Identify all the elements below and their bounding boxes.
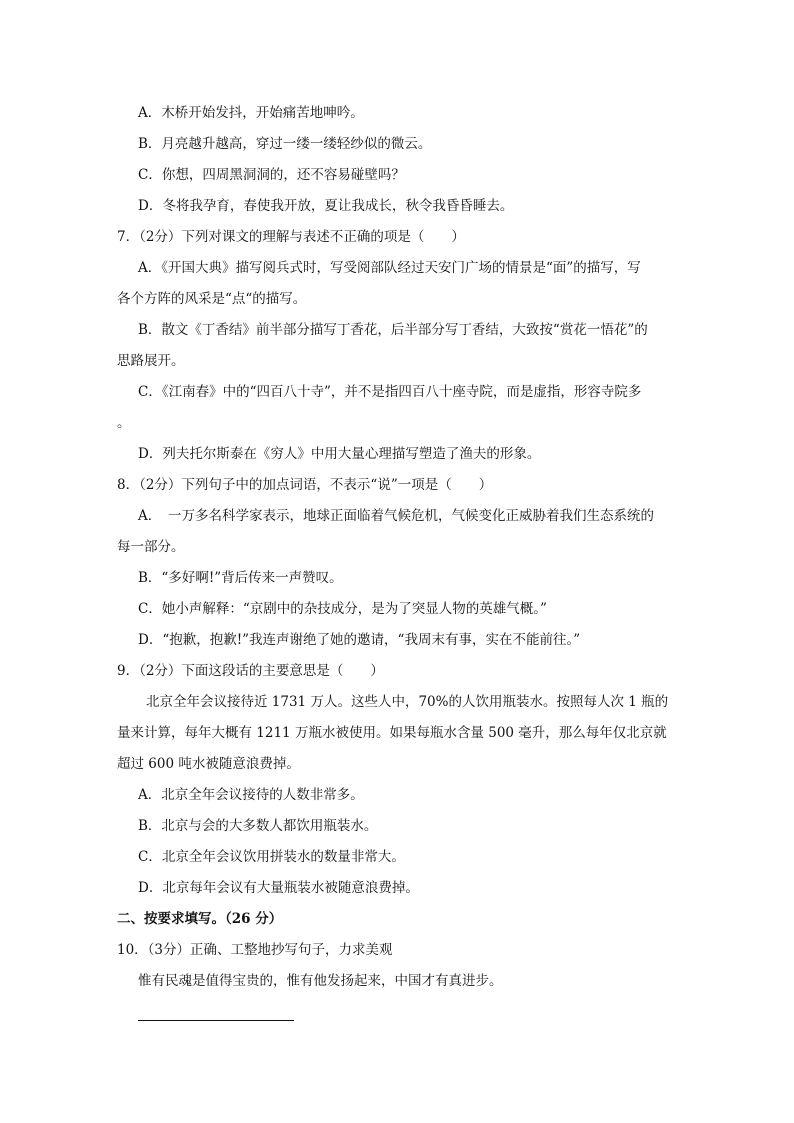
q9-passage-line2: 量来计算，每年大概有 1211 万瓶水被使用。如果每瓶水含量 500 毫升，那么每年仅北京就 — [117, 725, 667, 741]
q8-option-b: B．“多好啊!”背后传来一声赞叹。 — [138, 570, 343, 586]
q6-option-a: A．木桥开始发抖，开始痛苦地呻吟。 — [138, 105, 364, 121]
q9-passage-line3: 超过 600 吨水被随意浪费掉。 — [117, 756, 300, 772]
q8-option-a-line2: 每一部分。 — [117, 539, 185, 555]
q7-option-a-line1: A．《开国大典》描写阅兵式时，写受阅部队经过天安门广场的情景是“面”的描写，写 — [138, 260, 641, 276]
q7-option-b-line1: B．散文《丁香结》前半部分描写丁香花，后半部分写丁香结，大致按“赏花一悟花”的 — [138, 322, 648, 338]
q7-option-c-line1: C．《江南春》中的“四百八十寺”，并不是指四百八十座寺院，而是虚指，形容寺院多 — [138, 384, 642, 400]
q8-stem: 8．（2分）下列句子中的加点词语，不表示“说”一项是（ ） — [117, 477, 493, 493]
q10-sentence: 惟有民魂是值得宝贵的，惟有他发扬起来，中国才有真进步。 — [138, 973, 503, 989]
q9-option-a: A．北京全年会议接待的人数非常多。 — [138, 787, 364, 803]
q7-stem: 7．（2分）下列对课文的理解与表述不正确的项是（ ） — [117, 229, 465, 245]
q9-option-c: C．北京全年会议饮用拼装水的数量非常大。 — [138, 849, 405, 865]
q7-option-b-line2: 思路展开。 — [117, 353, 185, 369]
q6-option-d: D．冬将我孕育，春使我开放，夏让我成长，秋令我昏昏睡去。 — [138, 198, 514, 214]
section-heading: 二、按要求填写。（26 分） — [117, 911, 283, 927]
q9-option-b: B．北京与会的大多数人都饮用瓶装水。 — [138, 818, 378, 834]
q7-option-c-line2: 。 — [117, 415, 131, 431]
q10-stem: 10．（3分）正确、工整地抄写句子，力求美观 — [117, 942, 393, 958]
q9-passage-line1: 北京全年会议接待近 1731 万人。这些人中，70%的人饮用瓶装水。按照每人次 1 瓶的 — [146, 694, 669, 710]
q8-option-d: D．“抱歉，抱歉!”我连声谢绝了她的邀请，“我周末有事，实在不能前往。” — [138, 632, 581, 648]
q8-option-c: C．她小声解释：“京剧中的杂技成分，是为了突显人物的英雄气概。” — [138, 601, 547, 617]
q8-option-a-line1: A． 一万多名科学家表示，地球正面临着气候危机，气候变化正威胁着我们生态系统的 — [138, 508, 654, 524]
answer-blank-line[interactable] — [138, 1020, 294, 1021]
q9-option-d: D．北京每年会议有大量瓶装水被随意浪费掉。 — [138, 880, 419, 896]
q7-option-d: D．列夫托尔斯泰在《穷人》中用大量心理描写塑造了渔夫的形象。 — [138, 446, 541, 462]
q9-stem: 9．（2分）下面这段话的主要意思是（ ） — [117, 663, 384, 679]
q7-option-a-line2: 各个方阵的风采是“点“的描写。 — [117, 291, 307, 307]
q6-option-c: C．你想，四周黑洞洞的，还不容易碰壁吗？ — [138, 167, 405, 183]
q6-option-b: B．月亮越升越高，穿过一缕一缕轻纱似的微云。 — [138, 136, 432, 152]
